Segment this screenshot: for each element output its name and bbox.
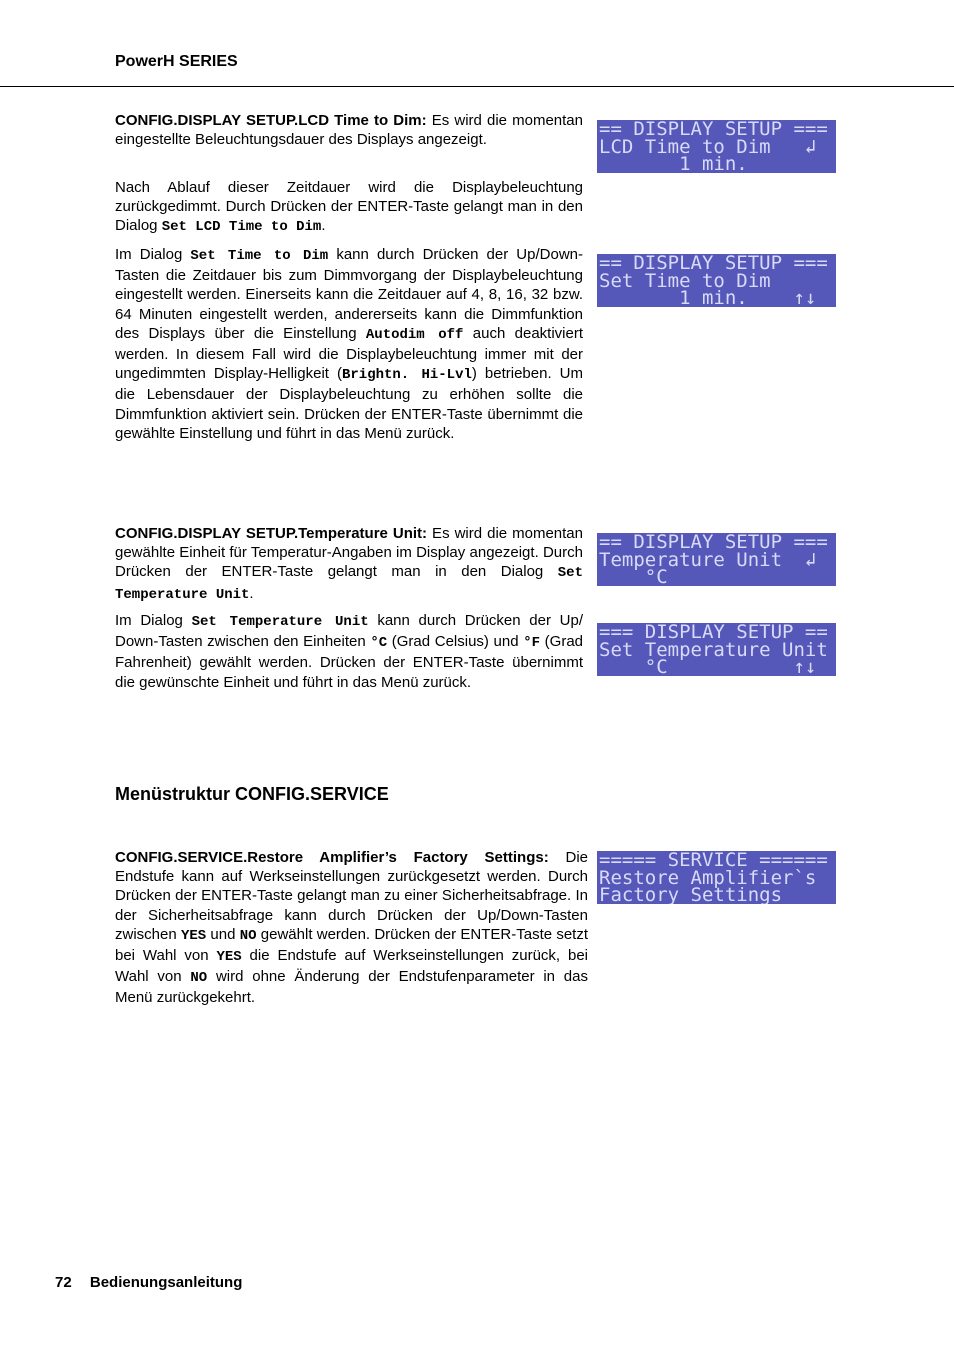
- paragraph-set-time-to-dim: [115, 245, 583, 443]
- text-run: (Grad Fahrenheit) gewählt werden. Drücken der ENTER-Taste übernimmt die gewünschte Einheit und führt in das Menü zurück.: [115, 633, 584, 691]
- text-run: wird ohne Änderung der Endstufenparameter in das Menü zurückgekehrt.: [115, 968, 588, 1007]
- lcd-line: Set Temperature Unit: [599, 638, 828, 661]
- lcd-line: Factory Settings: [599, 884, 783, 904]
- display-code: °F: [523, 635, 541, 652]
- lcd-line: 1 min.: [599, 153, 748, 173]
- lcd-display-lcd-time-to-dim: [597, 120, 836, 173]
- display-code: Set Temperature Unit: [191, 614, 369, 630]
- paragraph-temperature-intro: [115, 524, 583, 605]
- paragraph-restore-factory-settings: [115, 848, 588, 1008]
- text-run: Im Dialog: [115, 612, 192, 629]
- paragraph-lcd-time-dim: [115, 178, 583, 238]
- display-code: Autodim off: [365, 326, 464, 343]
- display-code: Brightn. Hi-Lvl: [341, 367, 472, 384]
- term-label: CONFIG.DISPLAY SETUP.Temperature Unit:: [115, 525, 428, 542]
- page-footer: [55, 1274, 242, 1291]
- lcd-line: == DISPLAY SETUP ===: [599, 533, 828, 553]
- lcd-line: ===== SERVICE ======: [599, 851, 828, 871]
- lcd-line: °C: [599, 566, 668, 586]
- text-run: kann durch Drücken der Up/ Down-Tasten zwischen den Einheiten: [115, 612, 583, 651]
- text-run: Im Dialog: [115, 246, 191, 263]
- lcd-line: Temperature Unit ↲: [599, 548, 817, 571]
- lcd-line: == DISPLAY SETUP ===: [599, 120, 828, 140]
- term-label: CONFIG.SERVICE.Restore Amplifier’s Factory Settings:: [115, 849, 549, 866]
- display-code: Set Temperature Unit: [115, 565, 583, 603]
- text-run: ) betrieben. Um die Lebensdauer der Displaybeleuchtung zu erhöhen sollte die Dimmfunktion aktiviert sein. Drücken der ENTER-Taste übernimmt die gewählte Einstellung und führt in das Menü zurück.: [115, 365, 583, 442]
- section-heading-config-service: Menüstruktur CONFIG.SERVICE: [115, 784, 389, 804]
- text-run: .: [249, 584, 254, 602]
- page-number: 72: [55, 1274, 72, 1291]
- lcd-display-temperature-unit: [597, 533, 836, 586]
- display-code: NO: [239, 927, 257, 944]
- text-run: auch deaktiviert werden. In diesem Fall wird die Displaybeleuchtung immer mit der ungedimmten Display-Helligkeit (: [115, 324, 583, 383]
- display-code: YES: [180, 927, 207, 944]
- display-code: Set LCD Time to Dim: [161, 219, 322, 236]
- series-title: PowerH SERIES: [115, 53, 238, 70]
- display-code: YES: [216, 949, 242, 966]
- lcd-display-set-temperature-unit: [597, 623, 836, 676]
- lcd-line: 1 min. ↑↓: [599, 287, 817, 307]
- lcd-line: Set Time to Dim: [599, 269, 771, 292]
- display-code: °C: [370, 635, 388, 652]
- header-divider: [0, 86, 954, 87]
- text-run: Es wird die momentan gewählte Einheit für Temperatur-Angaben im Display angezeigt. Durch Drücken der ENTER-Taste gelangt man in den Dialog: [115, 525, 583, 581]
- lcd-line: Restore Amplifier`s: [599, 866, 817, 889]
- display-code: Set Time to Dim: [190, 248, 329, 264]
- lcd-line: == DISPLAY SETUP ===: [599, 254, 828, 274]
- text-run: gewählt werden. Drücken der ENTER-Taste setzt bei Wahl von: [115, 925, 589, 965]
- text-run: die Endstufe auf Werkseinstellungen zurück, bei Wahl von: [115, 947, 588, 986]
- text-run: Es wird die momentan eingestellte Beleuchtungsdauer des Displays angezeigt.: [115, 112, 583, 149]
- text-run: Die Endstufe kann auf Werkseinstellungen zurückgesetzt werden. Durch Drücken der ENTER-Taste gelangt man zu einer Sicherheitsabfrage. In der Sicherheitsabfrage kann durch Drücken der Up/Down-Tasten zwischen: [115, 849, 588, 943]
- text-run: .: [321, 217, 326, 235]
- footer-label: Bedienungsanleitung: [89, 1274, 243, 1291]
- lcd-display-set-time-to-dim: [597, 254, 836, 307]
- text-run: und: [206, 925, 240, 943]
- text-run: kann durch Drücken der Up/Down-Tasten die Zeitdauer bis zum Dimmvorgang der Displaybeleuchtung eingestellt werden. Einerseits kann die Zeitdauer auf 4, 8, 16, 32 bzw. 64 Minuten eingestellt werden, andererseits kann die Dimmfunktion des Displays über die Einstellung: [115, 246, 583, 342]
- text-run: (Grad Celsius) und: [387, 633, 524, 651]
- display-code: NO: [190, 970, 208, 987]
- lcd-line: LCD Time to Dim ↲: [599, 135, 817, 158]
- text-run: Nach Ablauf dieser Zeitdauer wird die Displaybeleuchtung zurückgedimmt. Durch Drücken der ENTER-Taste gelangt man in den Dialog: [115, 179, 583, 235]
- paragraph-set-temperature-unit: [115, 611, 583, 692]
- lcd-display-service-restore: [597, 851, 836, 904]
- lcd-line: °C ↑↓: [599, 656, 817, 676]
- term-label: CONFIG.DISPLAY SETUP.LCD Time to Dim:: [115, 112, 427, 129]
- paragraph-lcd-time-intro: [115, 111, 583, 149]
- lcd-line: === DISPLAY SETUP ==: [599, 623, 828, 643]
